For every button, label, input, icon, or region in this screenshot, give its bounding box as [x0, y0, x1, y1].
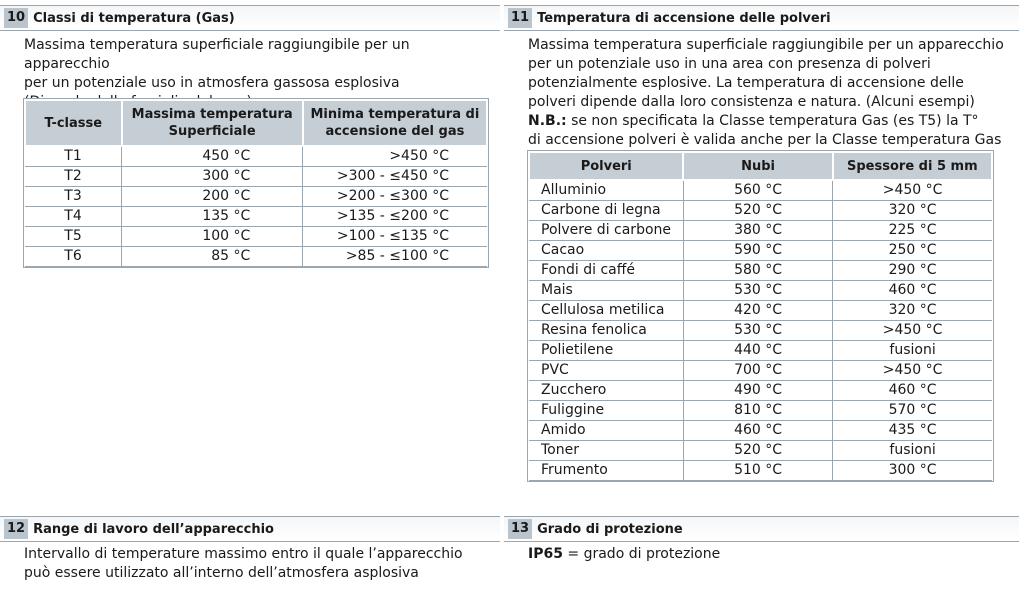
table-cell: 380 °C [683, 221, 832, 241]
column-header: Polveri [529, 152, 683, 180]
section-11-description [528, 36, 1018, 150]
table-cell: 520 °C [683, 441, 832, 461]
column-header: Massima temperatura Superficiale [122, 100, 303, 146]
table-cell: fusioni [833, 341, 992, 361]
section-title: Classi di temperatura (Gas) [33, 10, 235, 26]
table-cell: 440 °C [683, 341, 832, 361]
table-cell: 490 °C [683, 381, 832, 401]
table-cell: 290 °C [833, 261, 992, 281]
table-cell: 135 °C [122, 207, 303, 227]
table-cell: 300 °C [122, 167, 303, 187]
table-cell: 510 °C [683, 461, 832, 481]
dust-ignition-table [528, 151, 993, 481]
section-title: Range di lavoro dell’apparecchio [33, 521, 274, 537]
table-cell: Fuliggine [529, 401, 683, 421]
table-cell: T6 [25, 247, 122, 267]
table-cell: Polietilene [529, 341, 683, 361]
section-11-header [504, 5, 1019, 31]
table-cell: T1 [25, 146, 122, 167]
table-cell: 85 °C [122, 247, 303, 267]
description-line: polveri dipende dalla loro consistenza e natura. (Alcuni esempi) [528, 94, 975, 110]
table-cell: 300 °C [833, 461, 992, 481]
table-cell: 520 °C [683, 201, 832, 221]
table-cell: Cacao [529, 241, 683, 261]
table-cell: Toner [529, 441, 683, 461]
section-12-header [0, 516, 500, 542]
table-cell: 460 °C [683, 421, 832, 441]
table-cell: Fondi di caffé [529, 261, 683, 281]
table-cell: 200 °C [122, 187, 303, 207]
table-row [529, 341, 992, 361]
table-cell: 250 °C [833, 241, 992, 261]
table-cell: >135 - ≤200 °C [303, 207, 487, 227]
table-cell: 810 °C [683, 401, 832, 421]
nb-label: N.B.: [528, 113, 567, 129]
description-line: Intervallo di temperature massimo entro il quale l’apparecchio [24, 546, 463, 562]
table-row [529, 241, 992, 261]
table-cell: Cellulosa metilica [529, 301, 683, 321]
description-line: Massima temperatura superficiale raggiungibile per un apparecchio [24, 37, 410, 72]
table-cell: >450 °C [833, 180, 992, 201]
table-row [529, 321, 992, 341]
section-10-header [0, 5, 500, 31]
table-cell: Polvere di carbone [529, 221, 683, 241]
description-line: può essere utilizzato all’interno dell’atmosfera asplosiva [24, 565, 419, 581]
table-cell: 420 °C [683, 301, 832, 321]
table-cell: PVC [529, 361, 683, 381]
table-row [529, 461, 992, 481]
table-cell: 450 °C [122, 146, 303, 167]
table-cell: 435 °C [833, 421, 992, 441]
ip-rating-label: IP65 [528, 546, 563, 562]
table-row [529, 381, 992, 401]
table-cell: Resina fenolica [529, 321, 683, 341]
table-cell: >85 - ≤100 °C [303, 247, 487, 267]
table-row [529, 201, 992, 221]
table-row [25, 167, 487, 187]
section-12-description [24, 545, 499, 583]
section-number: 11 [508, 8, 532, 28]
table-row [25, 227, 487, 247]
column-header: Minima temperatura di accensione del gas [303, 100, 487, 146]
table-cell: 580 °C [683, 261, 832, 281]
table-cell: Zucchero [529, 381, 683, 401]
section-title: Grado di protezione [537, 521, 683, 537]
nb-note-continued: di accensione polveri è valida anche per la Classe temperatura Gas [528, 132, 1002, 148]
table-cell: Alluminio [529, 180, 683, 201]
table-row [529, 261, 992, 281]
table-cell: 100 °C [122, 227, 303, 247]
table-cell: 320 °C [833, 301, 992, 321]
description-line: per un potenziale uso in una area con presenza di polveri [528, 56, 931, 72]
section-number: 10 [4, 8, 28, 28]
table-row [25, 187, 487, 207]
table-cell: T2 [25, 167, 122, 187]
table-cell: 460 °C [833, 381, 992, 401]
column-header: T-classe [25, 100, 122, 146]
table-row [529, 221, 992, 241]
table-cell: 460 °C [833, 281, 992, 301]
ip-rating-text: = grado di protezione [567, 546, 721, 562]
table-cell: >200 - ≤300 °C [303, 187, 487, 207]
table-cell: T3 [25, 187, 122, 207]
table-cell: Carbone di legna [529, 201, 683, 221]
section-title: Temperatura di accensione delle polveri [537, 10, 831, 26]
section-number: 13 [508, 519, 532, 539]
table-cell: T5 [25, 227, 122, 247]
description-line: Massima temperatura superficiale raggiungibile per un apparecchio [528, 37, 1004, 53]
table-cell: 320 °C [833, 201, 992, 221]
section-13-description [528, 545, 1018, 564]
table-row [529, 401, 992, 421]
table-cell: 700 °C [683, 361, 832, 381]
description-line: per un potenziale uso in atmosfera gassosa esplosiva [24, 75, 400, 91]
table-cell: Frumento [529, 461, 683, 481]
nb-text: se non specificata la Classe temperatura Gas (es T5) la T° [571, 113, 979, 129]
table-row [25, 247, 487, 267]
table-row [529, 421, 992, 441]
table-cell: >450 °C [303, 146, 487, 167]
table-row [25, 146, 487, 167]
table-cell: >100 - ≤135 °C [303, 227, 487, 247]
nb-note [528, 112, 1018, 131]
table-cell: >300 - ≤450 °C [303, 167, 487, 187]
table-cell: 590 °C [683, 241, 832, 261]
table-cell: 530 °C [683, 321, 832, 341]
table-row [529, 180, 992, 201]
table-row [529, 281, 992, 301]
table-row [529, 361, 992, 381]
table-cell: 530 °C [683, 281, 832, 301]
table-row [529, 441, 992, 461]
table-cell: Mais [529, 281, 683, 301]
table-cell: >450 °C [833, 321, 992, 341]
table-cell: 225 °C [833, 221, 992, 241]
table-cell: >450 °C [833, 361, 992, 381]
table-cell: 560 °C [683, 180, 832, 201]
section-number: 12 [4, 519, 28, 539]
gas-temperature-table [24, 99, 488, 267]
section-13-header [504, 516, 1019, 542]
description-line: potenzialmente esplosive. La temperatura di accensione delle [528, 75, 964, 91]
table-row [529, 301, 992, 321]
table-cell: Amido [529, 421, 683, 441]
column-header: Nubi [683, 152, 832, 180]
table-cell: 570 °C [833, 401, 992, 421]
table-row [25, 207, 487, 227]
table-cell: fusioni [833, 441, 992, 461]
table-cell: T4 [25, 207, 122, 227]
column-header: Spessore di 5 mm [833, 152, 992, 180]
